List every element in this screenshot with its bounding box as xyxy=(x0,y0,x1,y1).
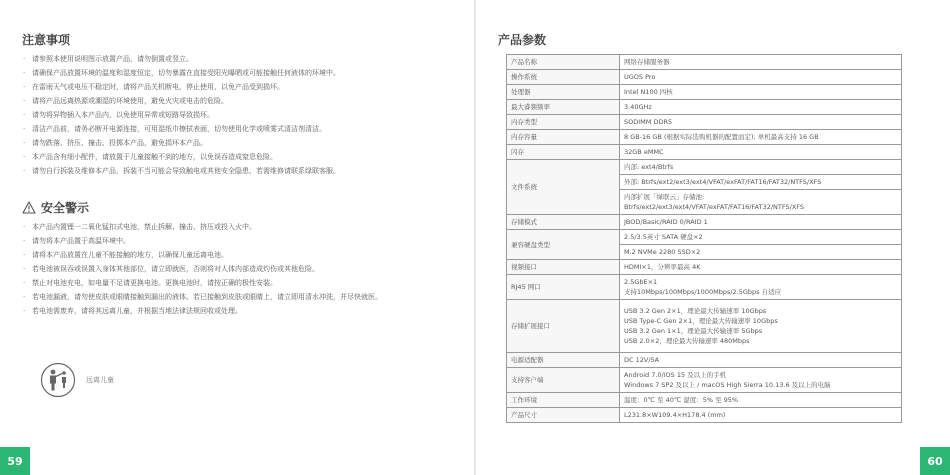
right-page xyxy=(476,0,950,475)
notes-list xyxy=(22,52,340,178)
spec-row xyxy=(507,160,902,175)
spec-row xyxy=(507,353,902,368)
spec-row xyxy=(507,275,902,300)
list-item: · 请参照本使用说明图示放置产品，请勿倒置或竖立。 xyxy=(22,52,340,66)
spec-value xyxy=(620,230,902,245)
spec-value-line: 支持10Mbps/100Mbps/1000Mbps/2.5Gbps 自适应 xyxy=(624,288,782,296)
spec-row xyxy=(507,368,902,393)
spec-value-line: USB 3.2 Gen 1×1，理论最大传输速率 5Gbps xyxy=(624,327,763,335)
warning-icon xyxy=(22,201,36,214)
spec-value xyxy=(620,160,902,175)
spec-value xyxy=(620,408,902,423)
list-item: · 若电池漏液，请勿使皮肤或眼睛接触到漏出的液体。若已接触到皮肤或眼睛上，请立即用清水冲洗，并尽快就医。 xyxy=(22,290,382,304)
spec-key: 兼容硬盘类型 xyxy=(507,230,620,260)
spec-value xyxy=(620,190,902,215)
spec-row xyxy=(507,85,902,100)
spec-value xyxy=(620,70,902,85)
spec-key: 内存类型 xyxy=(507,115,620,130)
list-item: · 请勿将异物插入本产品内，以免使用异常或短路导致损坏。 xyxy=(22,108,340,122)
spec-value-line: Intel N100 四核 xyxy=(624,88,673,96)
spec-key: 存储扩展接口 xyxy=(507,300,620,353)
spec-value-line: 32GB eMMC xyxy=(624,148,664,156)
list-item: · 若电池被误吞或误置入身体其他部位，请立即就医，否则将对人体内部造成灼伤或其他危险。 xyxy=(22,262,382,276)
spec-value-line: 外部: Btrfs/ext2/ext3/ext4/VFAT/exFAT/FAT16/FAT32/NTFS/XFS xyxy=(624,178,822,186)
list-item: · 清洁产品前，请务必断开电源连接，可用湿纸巾擦拭表面，切勿使用化学或喷雾式清洁剂清洁。 xyxy=(22,122,340,136)
spec-value xyxy=(620,393,902,408)
spec-key: 产品尺寸 xyxy=(507,408,620,423)
spec-value-line: Windows 7 SP2 及以上 / macOS High Sierra 10.13.6 及以上的电脑 xyxy=(624,381,831,389)
spec-value xyxy=(620,245,902,260)
spec-value-line: 温度：0℃ 至 40℃ 湿度：5% 至 95% xyxy=(624,396,739,404)
list-item: · 请勿将本产品置于高温环境中。 xyxy=(22,234,382,248)
spec-key: 处理器 xyxy=(507,85,620,100)
spec-value xyxy=(620,145,902,160)
spec-value-line: JBOD/Basic/RAID 0/RAID 1 xyxy=(624,218,708,226)
spec-value-line: USB Type-C Gen 2×1，理论最大传输速率 10Gbps xyxy=(624,317,778,325)
spec-value xyxy=(620,175,902,190)
spec-row xyxy=(507,145,902,160)
list-item: · 请确保产品放置环境的温度和湿度恒定，切勿暴露在直接受阳光曝晒或可能接触任何液体的环境中。 xyxy=(22,66,340,80)
spec-row xyxy=(507,408,902,423)
safety-list xyxy=(22,220,382,318)
spec-value-line: 8 GB-16 GB (根据实际选购机器的配置而定); 单机最高支持 16 GB xyxy=(624,133,819,141)
specs-title: 产品参数 xyxy=(498,33,547,47)
page-number-left: 59 xyxy=(0,447,30,475)
spec-value-line: L231.8×W109.4×H178.4 (mm) xyxy=(624,411,726,419)
spec-row xyxy=(507,260,902,275)
spec-value-line: SODIMM DDR5 xyxy=(624,118,673,126)
spec-key: 支持客户端 xyxy=(507,368,620,393)
spec-row xyxy=(507,215,902,230)
spec-row xyxy=(507,55,902,70)
spec-key: 产品名称 xyxy=(507,55,620,70)
list-item: · 在雷雨天气或电压不稳定时，请将产品关机断电，停止使用，以免产品受到损坏。 xyxy=(22,80,340,94)
list-item: · 本产品含有细小配件，请放置于儿童接触不到的地方，以免误吞造成窒息危险。 xyxy=(22,150,340,164)
spec-key: 工作环境 xyxy=(507,393,620,408)
spec-key: RJ45 网口 xyxy=(507,275,620,300)
spec-row xyxy=(507,130,902,145)
spec-key: 内存容量 xyxy=(507,130,620,145)
spec-value xyxy=(620,100,902,115)
spec-row xyxy=(507,300,902,353)
spec-value-line: UGOS Pro xyxy=(624,73,656,81)
spec-value-line: USB 3.2 Gen 2×1，理论最大传输速率 10Gbps xyxy=(624,307,767,315)
list-item: · 请将本产品放置在儿童不能接触的地方，以确保儿童远离电池。 xyxy=(22,248,382,262)
spec-value-line: USB 2.0×2，理论最大传输速率 480Mbps xyxy=(624,337,750,345)
spec-row xyxy=(507,100,902,115)
notes-title: 注意事项 xyxy=(22,33,71,47)
spec-key: 最大睿频频率 xyxy=(507,100,620,115)
spec-value xyxy=(620,353,902,368)
spec-key: 视频接口 xyxy=(507,260,620,275)
child-label: 远离儿童 xyxy=(86,376,114,384)
spec-value xyxy=(620,368,902,393)
spec-row xyxy=(507,115,902,130)
spec-value-line: 内部: ext4/Btrfs xyxy=(624,163,674,171)
spec-value xyxy=(620,275,902,300)
spec-key: 闪存 xyxy=(507,145,620,160)
spec-value xyxy=(620,300,902,353)
keep-away-from-children xyxy=(40,362,114,398)
spec-value xyxy=(620,260,902,275)
spec-key: 文件系统 xyxy=(507,160,620,215)
spec-row xyxy=(507,393,902,408)
spec-value xyxy=(620,130,902,145)
page-number-right: 60 xyxy=(920,447,950,475)
spec-value xyxy=(620,55,902,70)
list-item: · 本产品内置锂一二氧化锰扣式电池，禁止拆解、撞击、挤压或投入火中。 xyxy=(22,220,382,234)
spec-row xyxy=(507,230,902,245)
spec-table xyxy=(506,54,902,423)
spec-value-line: 网络存储服务器 xyxy=(624,58,670,66)
list-item: · 请将产品远离热源或潮湿的环境使用，避免火灾或电击的危险。 xyxy=(22,94,340,108)
spec-value xyxy=(620,215,902,230)
spec-value-line: Btrfs/ext2/ext3/ext4/VFAT/exFAT/FAT16/FAT32/NTFS/XFS xyxy=(624,203,805,211)
list-item: · 请勿自行拆装及维修本产品，拆装不当可能会导致触电或其他安全隐患，若需维修请联系绿联客服。 xyxy=(22,164,340,178)
spec-key: 电源适配器 xyxy=(507,353,620,368)
list-item: · 请勿跌落、挤压、撞击、投掷本产品，避免损坏本产品。 xyxy=(22,136,340,150)
spec-key: 存储模式 xyxy=(507,215,620,230)
spec-value-line: 2.5GbE×1 xyxy=(624,278,658,286)
spec-value-line: 内部扩展「绿联云」存储池: xyxy=(624,193,705,201)
spec-value-line: 3.40GHz xyxy=(624,103,652,111)
safety-title: 安全警示 xyxy=(41,201,90,215)
keep-away-children-icon xyxy=(40,362,76,398)
spec-value xyxy=(620,85,902,100)
safety-heading xyxy=(22,199,89,216)
list-item: · 若电池需废弃，请将其远离儿童，并根据当地法律法规回收或处理。 xyxy=(22,304,382,318)
spec-key: 操作系统 xyxy=(507,70,620,85)
spec-value-line: DC 12V/5A xyxy=(624,356,660,364)
spec-value xyxy=(620,115,902,130)
spec-row xyxy=(507,70,902,85)
spec-value-line: HDMI×1，分辨率最高 4K xyxy=(624,263,701,271)
spec-value-line: 2.5/3.5英寸 SATA 硬盘×2 xyxy=(624,233,703,241)
spec-value-line: M.2 NVMe 2280 SSD×2 xyxy=(624,248,701,256)
left-page xyxy=(0,0,474,475)
list-item: · 禁止对电池充电，如电量不足请更换电池。更换电池时，请按正确的极性安装。 xyxy=(22,276,382,290)
spec-value-line: Android 7.0/iOS 15 及以上的手机 xyxy=(624,371,727,379)
